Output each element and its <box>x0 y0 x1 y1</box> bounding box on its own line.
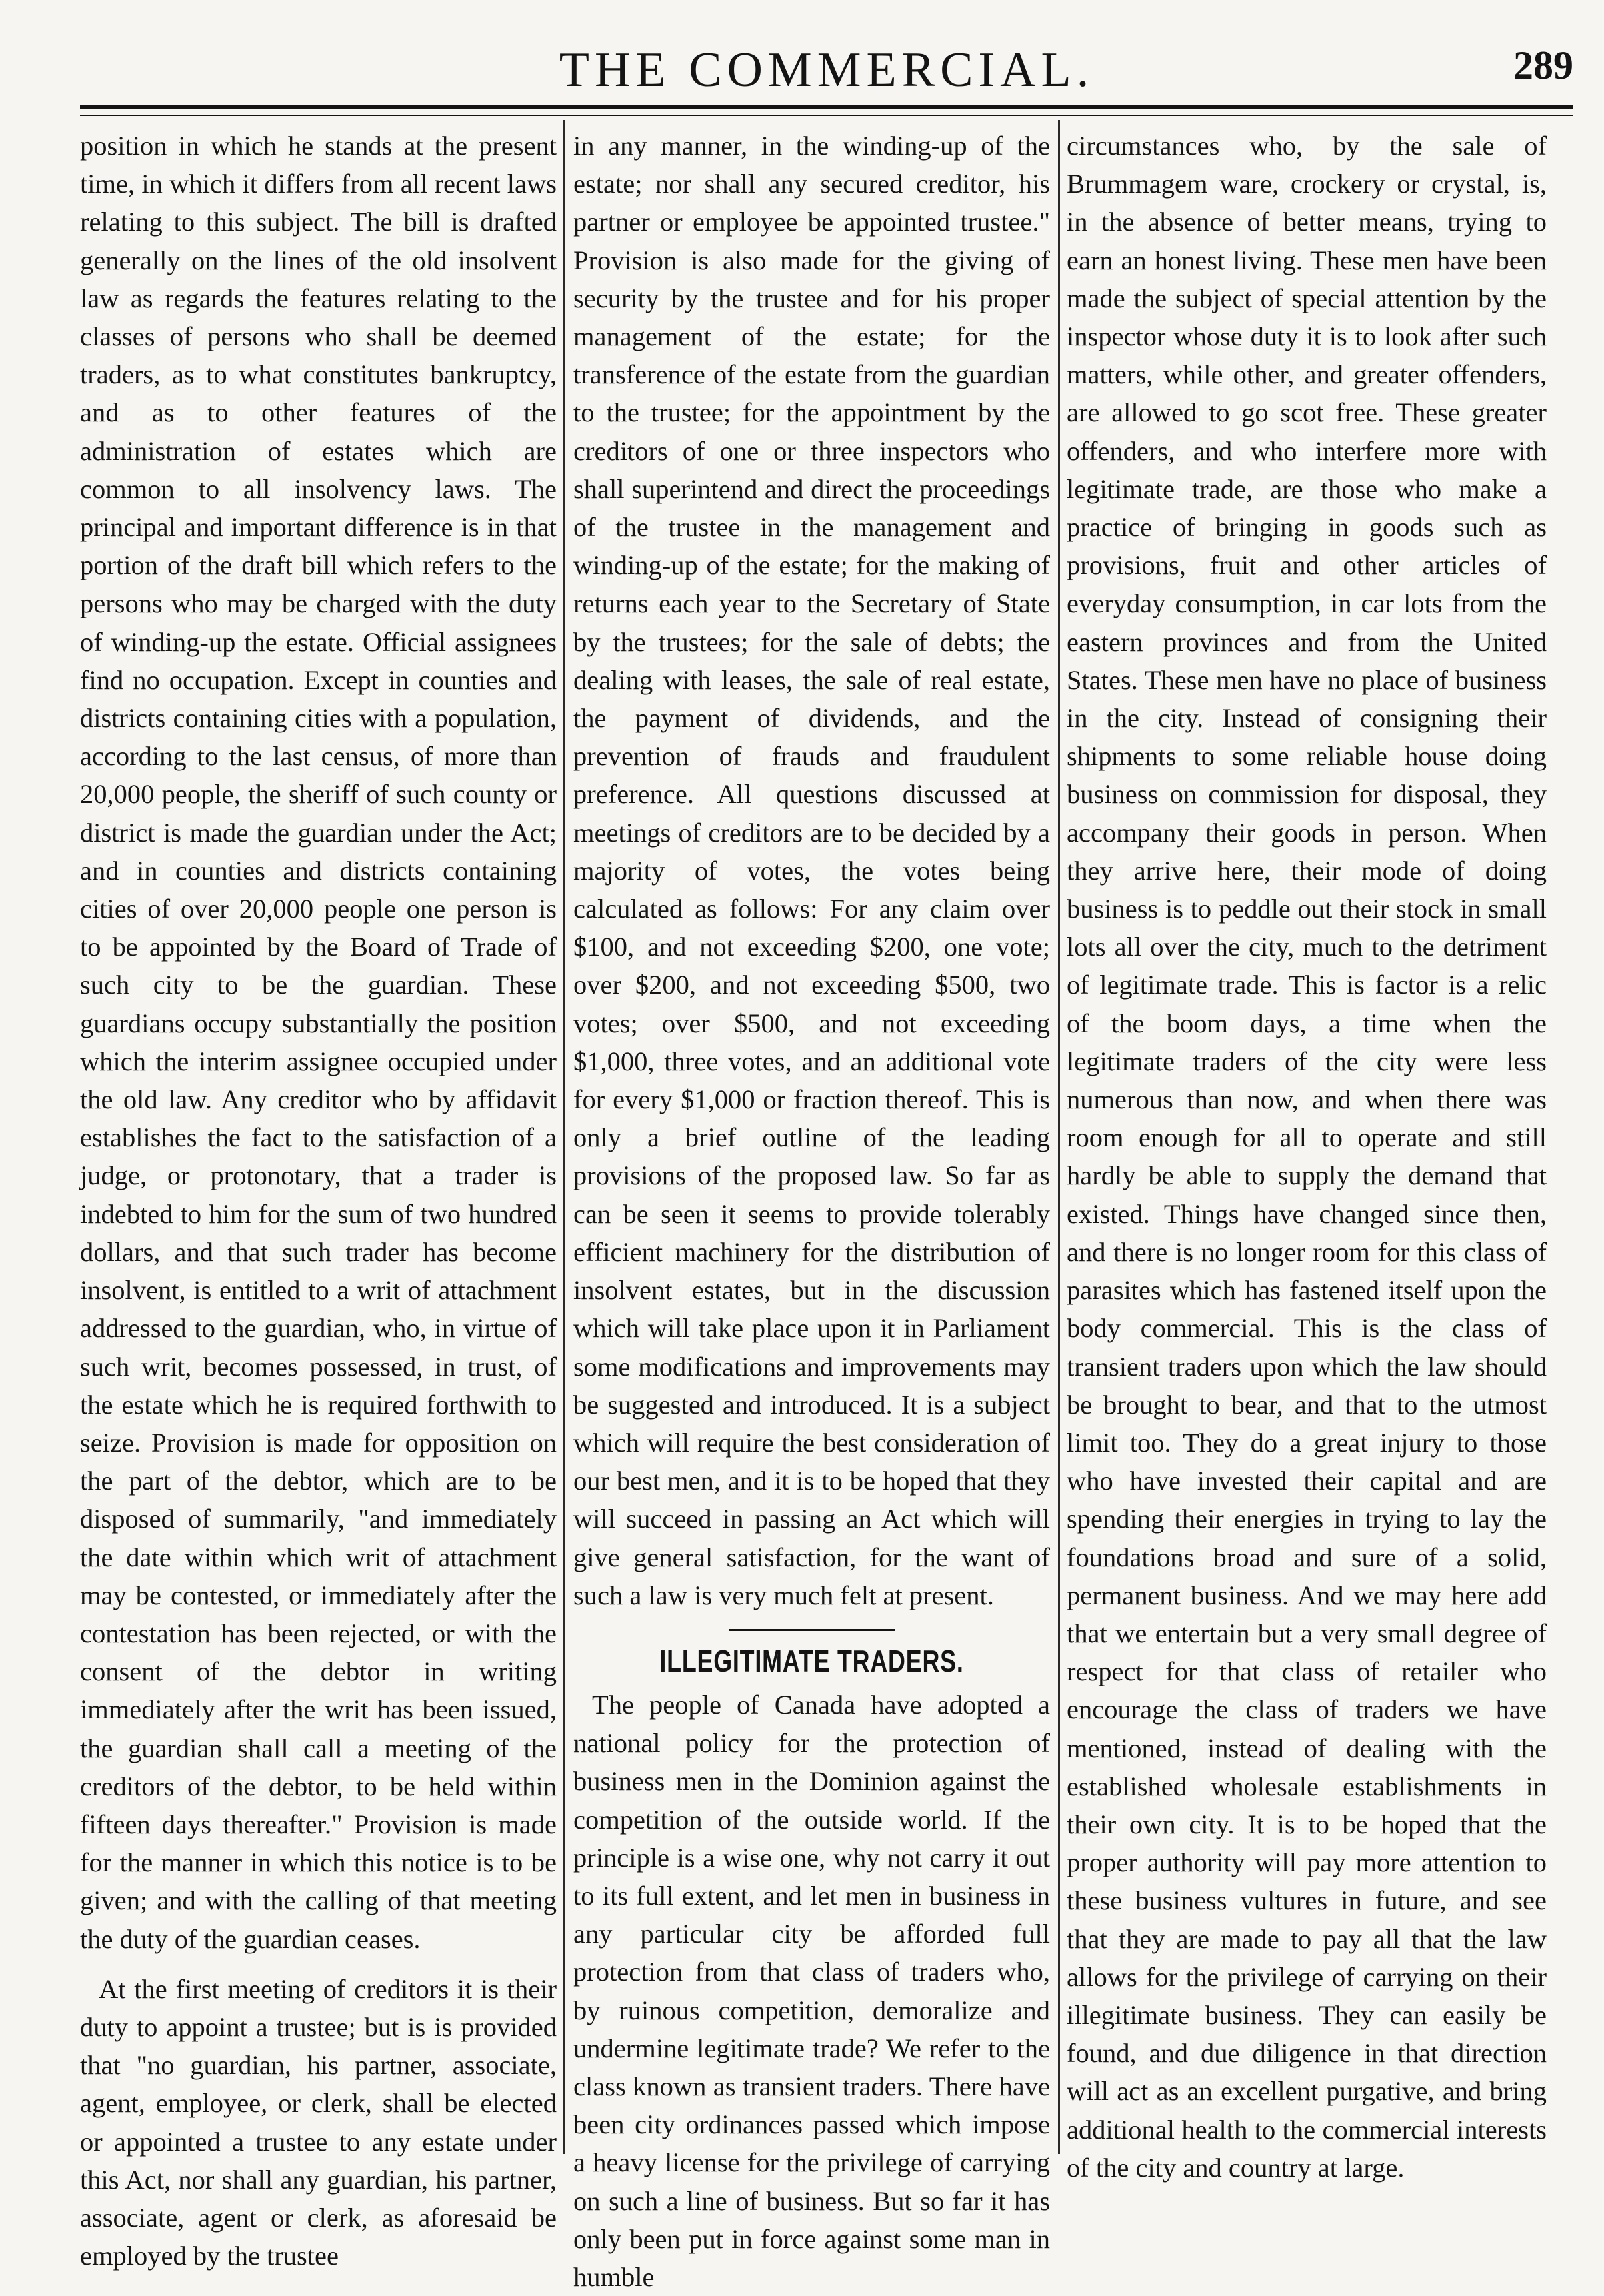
header-rule-thin <box>80 115 1573 116</box>
paragraph: The people of Canada have adopted a national policy for the protection of business men in the Dominion against the competition of the outside world. If the principle is a wise one, why not carry it out to its full extent, and let men in business in any particular city be afforded full protection from that class of traders who, by ruinous competition, demoralize and undermine legitimate trade? We refer to the class known as transient traders. There have been city ordinances passed which impose a heavy license for the privilege of carrying on such a line of business. But so far it has only been put in force against some man in humble <box>573 1689 1050 2292</box>
article-headline: ILLEGITIMATE TRADERS. <box>659 1643 964 1678</box>
page-number: 289 <box>1513 43 1573 87</box>
header-rule-thick <box>80 105 1573 109</box>
column-2 <box>573 127 1050 2292</box>
paragraph: circumstances who, by the sale of Brummagem ware, crockery or crystal, is, in the absence of better means, trying to earn an honest living. These men have been made the subject of special attention by the inspector whose duty it is to look after such matters, while other, and greater offenders, are allowed to go scot free. These greater offenders, and who interfere more with legitimate trade, are those who make a practice of bringing in goods such as provisions, fruit and other articles of everyday consumption, in car lots from the eastern provinces and from the United States. These men have no place of business in the city. Instead of consigning their shipments to some reliable house doing business on commission for disposal, they accompany their goods in person. When they arrive here, their mode of doing business is to peddle out their stock in small lots all over the city, much to the detriment of legitimate trade. This is factor is a relic of the boom days, a time when the legitimate traders of the city were less numerous than now, and when there was room enough for all to operate and still hardly be able to supply the demand that existed. Things have changed since then, and there is no longer room for this class of parasites which has fastened itself upon the body commercial. This is the class of transient traders upon which the law should be brought to bear, and that to the utmost limit too. They do a great injury to those who have invested their capital and are spending their energies in trying to lay the foundations broad and sure of a solid, permanent business. And we may here add that we entertain but a very small degree of respect for that class of retailer who encourage the class of traders we have mentioned, instead of dealing with the established wholesale establishments in their own city. It is to be hoped that the proper authority will pay more attention to these business vultures in future, and see that they are made to pay all that the law allows for the privilege of carrying on their illegitimate business. They can easily be found, and due diligence in that direction will act as an excellent purgative, and bring additional health to the commercial interests of the city and country at large. <box>1067 131 1547 2183</box>
column-1 <box>80 127 557 2271</box>
paragraph: At the first meeting of creditors it is their duty to appoint a trustee; but is is provided that "no guardian, his partner, associate, agent, employee, or clerk, shall be elected or appointed a trustee to any estate under this Act, nor shall any guardian, his partner, associate, agent or clerk, as aforesaid be employed by the trustee <box>80 1973 557 2271</box>
column-3 <box>1067 127 1547 2183</box>
paragraph: position in which he stands at the present time, in which it differs from all recent laws relating to this subject. The bill is drafted generally on the lines of the old insolvent law as regards the features relating to the classes of persons who shall be deemed traders, as to what constitutes bankruptcy, and as to other features of the administration of estates which are common to all insolvency laws. The principal and important difference is in that portion of the draft bill which refers to the persons who may be charged with the duty of winding-up the estate. Official assignees find no occupation. Except in counties and districts containing cities with a population, according to the last census, of more than 20,000 people, the sheriff of such county or district is made the guardian under the Act; and in counties and districts containing cities of over 20,000 people one person is to be appointed by the Board of Trade of such city to be the guardian. These guardians occupy substantially the position which the interim assignee occupied under the old law. Any creditor who by affidavit establishes the fact to the satisfaction of a judge, or protonotary, that a trader is indebted to him for the sum of two hundred dollars, and that such trader has become insolvent, is entitled to a writ of attachment addressed to the guardian, who, in virtue of such writ, becomes possessed, in trust, of the estate which he is required forthwith to seize. Provision is made for opposition on the part of the debtor, which are to be disposed of summarily, "and immediately the date within which writ of attachment may be contested, or immediately after the contestation has been rejected, or with the consent of the debtor in writing immediately after the writ has been issued, the guardian shall call a meeting of the creditors of the debtor, to be held within fifteen days thereafter." Provision is made for the manner in which this notice is to be given; and with the calling of that meeting the duty of the guardian ceases. <box>80 131 557 1954</box>
publication-title: THE COMMERCIAL. <box>559 43 1095 97</box>
headline-rule <box>729 1629 895 1631</box>
paragraph: in any manner, in the winding-up of the estate; nor shall any secured creditor, his partner or employee be appointed trustee." Provision is also made for the giving of security by the trustee and for his proper management of the estate; for the transference of the estate from the guardian to the trustee; for the appointment by the creditors of one or three inspectors who shall superintend and direct the proceedings of the trustee in the management and winding-up of the estate; for the making of returns each year to the Secretary of State by the trustees; for the sale of debts; the dealing with leases, the sale of real estate, the payment of dividends, and the prevention of frauds and fraudulent preference. All questions discussed at meetings of creditors are to be decided by a majority of votes, the votes being calculated as follows: For any claim over $100, and not exceeding $200, one vote; over $200, and not exceeding $500, two votes; over $500, and not exceeding $1,000, three votes, and an additional vote for every $1,000 or fraction thereof. This is only a brief outline of the leading provisions of the proposed law. So far as can be seen it seems to provide tolerably efficient machinery for the distribution of insolvent estates, but in the discussion which will take place upon it in Parliament some modifications and improvements may be suggested and introduced. It is a subject which will require the best consideration of our best men, and it is to be hoped that they will succeed in passing an Act which will give general satisfaction, for the want of such a law is very much felt at present. <box>573 131 1050 1610</box>
masthead <box>80 27 1573 100</box>
column-divider <box>1058 120 1060 2154</box>
column-divider <box>563 120 565 2154</box>
